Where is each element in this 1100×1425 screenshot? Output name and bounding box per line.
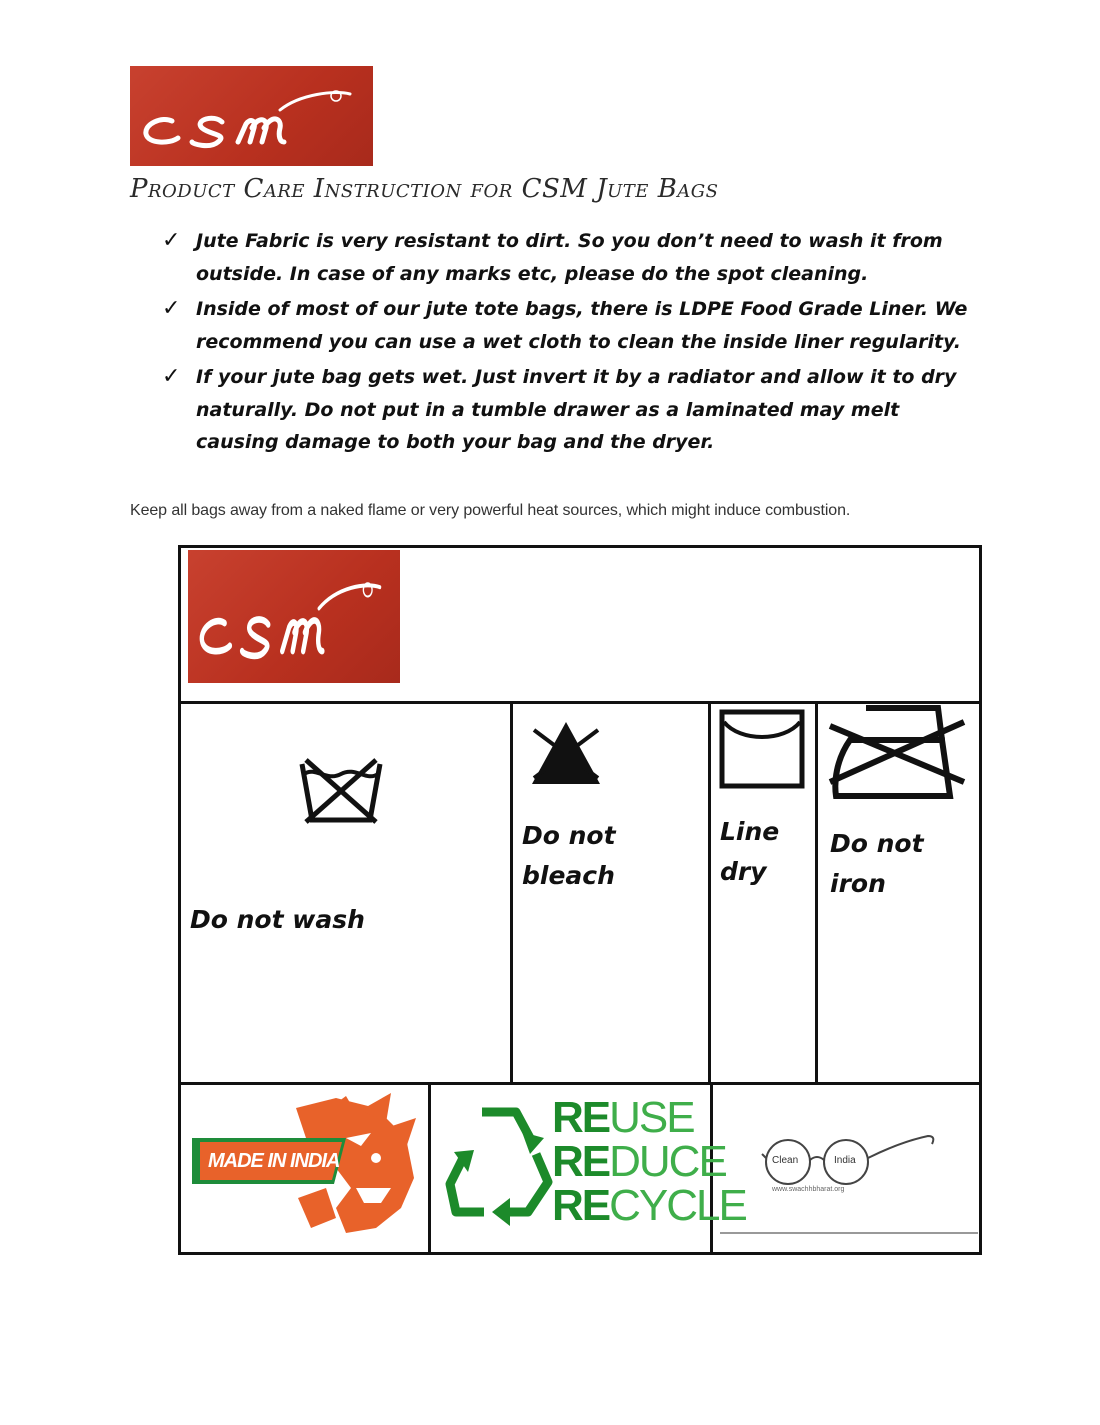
no-wash-icon [296, 756, 386, 826]
clean-india-url: www.swachhbharat.org [772, 1186, 845, 1193]
list-item [160, 293, 970, 358]
check-icon: ✓ [162, 296, 181, 321]
brand-logo [130, 66, 373, 166]
line-dry-icon [718, 708, 806, 790]
table-border [510, 701, 513, 1084]
recycle-badge [440, 1092, 746, 1232]
reuse-text [552, 1093, 694, 1142]
reuse-rest: USE [609, 1093, 694, 1142]
page-title: Product Care Instruction for CSM Jute Bags [130, 174, 719, 204]
made-in-india-text: MADE IN INDIA [208, 1150, 340, 1172]
table-border [178, 545, 982, 548]
clean-text: Clean [772, 1155, 799, 1166]
list-item [160, 225, 970, 290]
safety-note: Keep all bags away from a naked flame or very powerful heat sources, which might induce combustion. [130, 502, 851, 519]
care-instructions-list [160, 225, 970, 462]
table-brand-logo [188, 550, 400, 683]
made-in-india-badge [186, 1088, 422, 1238]
table-border [979, 545, 982, 1255]
check-icon: ✓ [162, 364, 181, 389]
table-border [428, 1082, 431, 1255]
table-border [178, 545, 181, 1255]
csm-logo-mark [188, 550, 400, 683]
recycle-rest: CYCLE [609, 1181, 746, 1230]
table-border [178, 1082, 982, 1085]
clean-india-badge [760, 1128, 940, 1198]
recycle-icon [444, 1094, 554, 1230]
check-icon: ✓ [162, 228, 181, 253]
care-label-line-dry: Line dry [720, 817, 780, 886]
india-text: India [834, 1155, 856, 1166]
reduce-text [552, 1137, 726, 1186]
instruction-text: Jute Fabric is very resistant to dirt. So you don’t need to wash it from outside. In case of any marks etc, please do the spot cleaning. [196, 230, 943, 285]
list-item [160, 361, 970, 459]
reduce-bold: RE [552, 1137, 610, 1186]
table-border [178, 1252, 982, 1255]
care-label-no-bleach: Do not bleach [522, 821, 616, 890]
care-label-no-wash: Do not wash [190, 905, 365, 934]
table-border [815, 701, 818, 1084]
recycle-bold: RE [552, 1181, 610, 1230]
recycle-text [552, 1181, 746, 1230]
care-label-no-iron: Do not iron [830, 829, 924, 898]
reduce-rest: DUCE [609, 1137, 726, 1186]
table-border [708, 701, 711, 1084]
no-iron-icon [826, 700, 968, 804]
divider [720, 1232, 978, 1234]
no-bleach-icon [528, 716, 604, 788]
csm-logo-mark [130, 66, 373, 166]
reuse-bold: RE [552, 1093, 610, 1142]
instruction-text: Inside of most of our jute tote bags, there is LDPE Food Grade Liner. We recommend you can use a wet cloth to clean the inside liner regularity. [196, 298, 968, 353]
instruction-text: If your jute bag gets wet. Just invert it by a radiator and allow it to dry naturally. Do not put in a tumble drawer as a laminated may melt causing damage to both your bag and the dryer. [196, 366, 957, 453]
